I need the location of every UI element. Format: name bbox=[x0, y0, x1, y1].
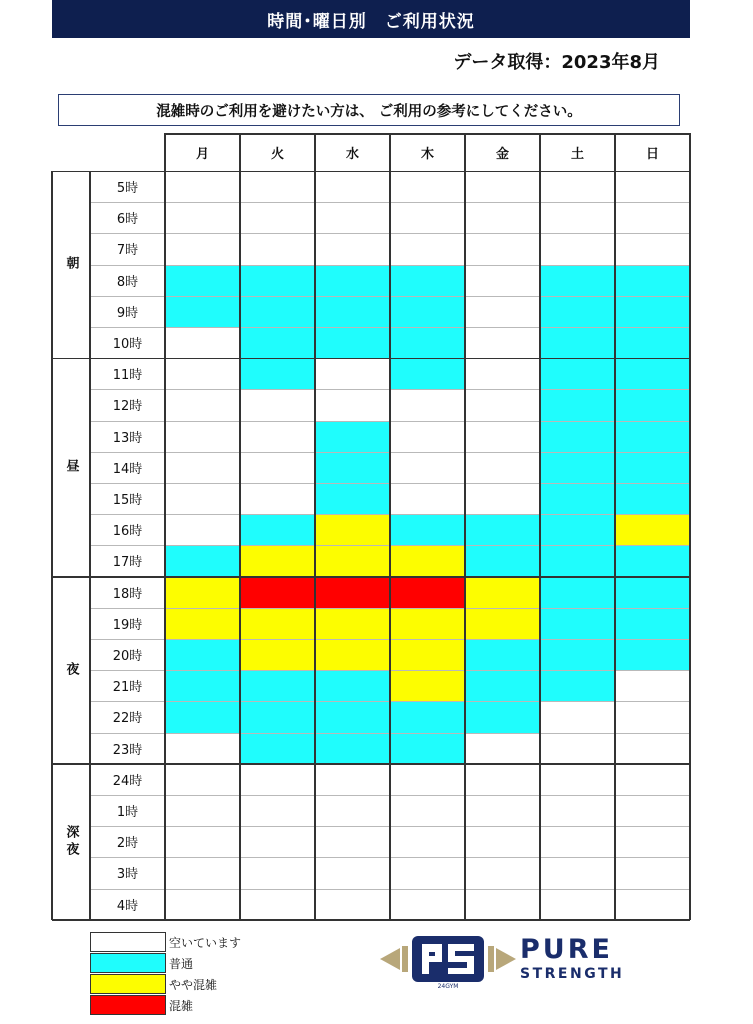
timetable-cell bbox=[390, 233, 465, 264]
timetable-cell bbox=[240, 670, 315, 701]
section-divider bbox=[52, 919, 690, 921]
timetable-cell bbox=[165, 265, 240, 296]
timetable-cell bbox=[240, 577, 315, 608]
timetable-cell bbox=[540, 265, 615, 296]
timetable-cell bbox=[465, 764, 540, 795]
column-divider bbox=[164, 133, 166, 920]
timetable-cell bbox=[540, 889, 615, 920]
timetable-cell bbox=[315, 202, 390, 233]
timetable-cell bbox=[465, 296, 540, 327]
timetable-cell bbox=[390, 389, 465, 420]
timetable-cell bbox=[615, 795, 690, 826]
timetable-cell bbox=[540, 857, 615, 888]
timetable-cell bbox=[390, 889, 465, 920]
hour-label: 15時 bbox=[112, 493, 143, 509]
timetable-cell bbox=[390, 296, 465, 327]
timetable-cell bbox=[540, 421, 615, 452]
timetable-cell bbox=[615, 327, 690, 358]
hour-label: 3時 bbox=[116, 867, 139, 883]
timetable-cell bbox=[465, 171, 540, 202]
timetable-cell bbox=[615, 577, 690, 608]
timetable-cell bbox=[165, 514, 240, 545]
timetable-cell bbox=[165, 202, 240, 233]
timetable-cell bbox=[615, 608, 690, 639]
timetable-cell bbox=[240, 265, 315, 296]
timetable-cell bbox=[465, 327, 540, 358]
timetable-cell bbox=[540, 358, 615, 389]
timetable-cell bbox=[240, 389, 315, 420]
timetable-cell bbox=[615, 889, 690, 920]
hour-label: 12時 bbox=[112, 399, 143, 415]
legend-item bbox=[90, 932, 241, 952]
timetable-cell bbox=[315, 233, 390, 264]
timetable-cell bbox=[315, 171, 390, 202]
timetable-cell bbox=[390, 857, 465, 888]
period-label: 深夜 bbox=[63, 824, 79, 859]
timetable-cell bbox=[540, 202, 615, 233]
day-header: 水 bbox=[345, 147, 359, 162]
day-header: 日 bbox=[645, 147, 659, 162]
timetable-cell bbox=[615, 826, 690, 857]
timetable-cell bbox=[165, 389, 240, 420]
timetable-cell bbox=[165, 670, 240, 701]
timetable-cell bbox=[240, 545, 315, 576]
timetable-cell bbox=[615, 171, 690, 202]
timetable-cell bbox=[615, 483, 690, 514]
timetable-cell bbox=[465, 826, 540, 857]
timetable-cell bbox=[615, 764, 690, 795]
section-divider bbox=[52, 358, 690, 360]
timetable-cell bbox=[390, 795, 465, 826]
timetable-cell bbox=[540, 452, 615, 483]
timetable-cell bbox=[240, 639, 315, 670]
timetable-cell bbox=[465, 483, 540, 514]
timetable-cell bbox=[540, 514, 615, 545]
timetable-cell bbox=[315, 857, 390, 888]
timetable-cell bbox=[465, 577, 540, 608]
ps-logo-mark-icon bbox=[378, 928, 518, 990]
hour-label: 13時 bbox=[112, 430, 143, 446]
timetable-cell bbox=[165, 421, 240, 452]
timetable-cell bbox=[165, 889, 240, 920]
timetable-cell bbox=[240, 327, 315, 358]
hour-label: 5時 bbox=[116, 181, 139, 197]
hour-label: 11時 bbox=[112, 368, 143, 384]
legend-label: 空いています bbox=[169, 935, 242, 950]
timetable-cell bbox=[540, 545, 615, 576]
timetable-cell bbox=[165, 577, 240, 608]
timetable-cell bbox=[240, 795, 315, 826]
legend-swatch bbox=[90, 995, 166, 1015]
timetable-cell bbox=[615, 452, 690, 483]
hour-label: 21時 bbox=[112, 680, 143, 696]
timetable-cell bbox=[240, 202, 315, 233]
timetable-cell bbox=[240, 296, 315, 327]
column-divider bbox=[464, 133, 466, 920]
column-divider bbox=[51, 171, 53, 920]
timetable-cell bbox=[315, 733, 390, 764]
hour-label: 10時 bbox=[112, 337, 143, 353]
timetable-cell bbox=[615, 202, 690, 233]
timetable-cell bbox=[315, 639, 390, 670]
legend-swatch bbox=[90, 953, 166, 973]
timetable-cell bbox=[315, 421, 390, 452]
hour-label: 17時 bbox=[112, 555, 143, 571]
timetable-cell bbox=[240, 889, 315, 920]
timetable-cell bbox=[165, 795, 240, 826]
section-divider bbox=[52, 171, 690, 173]
timetable-cell bbox=[390, 608, 465, 639]
timetable-cell bbox=[615, 265, 690, 296]
timetable-cell bbox=[390, 452, 465, 483]
timetable-cell bbox=[540, 389, 615, 420]
timetable-cell bbox=[465, 701, 540, 732]
timetable-cell bbox=[315, 389, 390, 420]
timetable-cell bbox=[540, 795, 615, 826]
hour-label: 18時 bbox=[112, 586, 143, 602]
timetable-cell bbox=[390, 733, 465, 764]
legend-label: 混雑 bbox=[169, 998, 194, 1013]
column-divider bbox=[614, 133, 616, 920]
timetable-cell bbox=[615, 545, 690, 576]
timetable-cell bbox=[240, 358, 315, 389]
timetable-cell bbox=[315, 452, 390, 483]
timetable-cell bbox=[540, 701, 615, 732]
hour-label: 20時 bbox=[112, 649, 143, 665]
timetable-cell bbox=[315, 670, 390, 701]
legend-item bbox=[90, 974, 217, 994]
hour-label: 19時 bbox=[112, 617, 143, 633]
timetable-cell bbox=[240, 608, 315, 639]
timetable-cell bbox=[540, 826, 615, 857]
timetable-cell bbox=[465, 733, 540, 764]
hour-label: 16時 bbox=[112, 524, 143, 540]
timetable-cell bbox=[315, 514, 390, 545]
timetable-cell bbox=[540, 733, 615, 764]
legend-label: やや混雑 bbox=[169, 977, 218, 992]
timetable-cell bbox=[390, 826, 465, 857]
pure-strength-logo bbox=[378, 928, 658, 990]
hour-label: 7時 bbox=[116, 243, 139, 259]
column-divider bbox=[539, 133, 541, 920]
timetable-cell bbox=[315, 826, 390, 857]
timetable-cell bbox=[165, 545, 240, 576]
legend-item bbox=[90, 953, 193, 973]
day-header: 金 bbox=[495, 147, 509, 162]
timetable-cell bbox=[540, 483, 615, 514]
logo-text-strength: STRENGTH bbox=[520, 966, 625, 982]
timetable-cell bbox=[240, 421, 315, 452]
timetable-cell bbox=[240, 514, 315, 545]
timetable-cell bbox=[465, 421, 540, 452]
day-header: 木 bbox=[420, 147, 434, 162]
timetable-cell bbox=[165, 764, 240, 795]
timetable-cell bbox=[240, 826, 315, 857]
timetable-cell bbox=[465, 202, 540, 233]
timetable-cell bbox=[615, 514, 690, 545]
timetable-cell bbox=[390, 358, 465, 389]
period-label: 朝 bbox=[63, 256, 79, 274]
timetable-cell bbox=[540, 577, 615, 608]
timetable-cell bbox=[465, 889, 540, 920]
column-divider bbox=[689, 133, 691, 920]
data-date-label: データ取得：2023年8月 bbox=[453, 52, 660, 73]
timetable-cell bbox=[615, 639, 690, 670]
timetable-cell bbox=[165, 171, 240, 202]
timetable-cell bbox=[465, 639, 540, 670]
timetable-cell bbox=[540, 296, 615, 327]
timetable-cell bbox=[165, 296, 240, 327]
hour-label: 24時 bbox=[112, 773, 143, 789]
timetable-cell bbox=[240, 733, 315, 764]
timetable-cell bbox=[240, 701, 315, 732]
timetable-cell bbox=[615, 733, 690, 764]
timetable-cell bbox=[315, 795, 390, 826]
timetable-cell bbox=[465, 358, 540, 389]
hour-label: 23時 bbox=[112, 742, 143, 758]
timetable-cell bbox=[465, 857, 540, 888]
timetable-cell bbox=[390, 421, 465, 452]
timetable-cell bbox=[315, 358, 390, 389]
timetable-cell bbox=[615, 857, 690, 888]
timetable-cell bbox=[165, 233, 240, 264]
column-divider bbox=[314, 133, 316, 920]
timetable-cell bbox=[315, 608, 390, 639]
timetable-cell bbox=[315, 889, 390, 920]
timetable-cell bbox=[315, 701, 390, 732]
legend-label: 普通 bbox=[169, 956, 194, 971]
timetable-cell bbox=[390, 670, 465, 701]
timetable-cell bbox=[390, 171, 465, 202]
timetable-cell bbox=[240, 171, 315, 202]
notice-box: 混雑時のご利用を避けたい方は、 ご利用の参考にしてください。 bbox=[58, 94, 680, 126]
timetable-cell bbox=[315, 327, 390, 358]
timetable-cell bbox=[465, 545, 540, 576]
timetable-cell bbox=[390, 639, 465, 670]
timetable-cell bbox=[615, 296, 690, 327]
timetable-cell bbox=[390, 265, 465, 296]
timetable-cell bbox=[240, 233, 315, 264]
day-header: 月 bbox=[195, 147, 209, 162]
timetable-cell bbox=[615, 421, 690, 452]
timetable-cell bbox=[615, 670, 690, 701]
hour-label: 1時 bbox=[116, 805, 139, 821]
timetable-cell bbox=[165, 701, 240, 732]
timetable-cell bbox=[390, 701, 465, 732]
timetable-cell bbox=[540, 171, 615, 202]
period-label: 夜 bbox=[63, 661, 79, 679]
timetable-cell bbox=[390, 327, 465, 358]
timetable-cell bbox=[165, 826, 240, 857]
timetable-cell bbox=[390, 545, 465, 576]
timetable-cell bbox=[315, 296, 390, 327]
period-label: 昼 bbox=[63, 458, 79, 476]
timetable-cell bbox=[165, 452, 240, 483]
timetable-cell bbox=[615, 701, 690, 732]
timetable-cell bbox=[465, 233, 540, 264]
hour-label: 8時 bbox=[116, 274, 139, 290]
timetable-cell bbox=[615, 358, 690, 389]
timetable-cell bbox=[540, 327, 615, 358]
timetable-cell bbox=[465, 265, 540, 296]
section-divider bbox=[52, 763, 690, 765]
timetable-cell bbox=[165, 327, 240, 358]
timetable-cell bbox=[315, 764, 390, 795]
hour-label: 4時 bbox=[116, 898, 139, 914]
timetable-cell bbox=[390, 764, 465, 795]
timetable-cell bbox=[165, 733, 240, 764]
timetable-cell bbox=[315, 265, 390, 296]
hour-label: 14時 bbox=[112, 461, 143, 477]
timetable-cell bbox=[540, 670, 615, 701]
timetable-cell bbox=[465, 608, 540, 639]
timetable-cell bbox=[240, 483, 315, 514]
timetable-cell bbox=[240, 764, 315, 795]
timetable-cell bbox=[390, 577, 465, 608]
timetable-cell bbox=[315, 545, 390, 576]
day-header: 火 bbox=[270, 147, 284, 162]
timetable-cell bbox=[540, 764, 615, 795]
timetable-cell bbox=[465, 389, 540, 420]
timetable-cell bbox=[465, 795, 540, 826]
hour-label: 6時 bbox=[116, 212, 139, 228]
timetable-cell bbox=[465, 670, 540, 701]
hour-label: 9時 bbox=[116, 305, 139, 321]
column-divider bbox=[389, 133, 391, 920]
timetable-cell bbox=[540, 608, 615, 639]
timetable-cell bbox=[240, 452, 315, 483]
timetable-cell bbox=[615, 389, 690, 420]
timetable-cell bbox=[165, 639, 240, 670]
timetable-cell bbox=[165, 608, 240, 639]
day-header: 土 bbox=[570, 147, 584, 162]
legend-swatch bbox=[90, 974, 166, 994]
timetable-cell bbox=[615, 233, 690, 264]
timetable-cell bbox=[390, 202, 465, 233]
page-title: 時間･曜日別 ご利用状況 bbox=[52, 0, 690, 38]
svg-text:24GYM: 24GYM bbox=[437, 983, 459, 990]
timetable-cell bbox=[240, 857, 315, 888]
column-divider bbox=[239, 133, 241, 920]
timetable-cell bbox=[315, 483, 390, 514]
timetable-cell bbox=[465, 514, 540, 545]
logo-text-pure: PURE bbox=[520, 934, 613, 965]
header-top-border bbox=[165, 133, 690, 135]
column-divider bbox=[89, 171, 91, 920]
legend-item bbox=[90, 995, 193, 1015]
timetable-cell bbox=[165, 483, 240, 514]
section-divider bbox=[52, 576, 690, 578]
hour-label: 22時 bbox=[112, 711, 143, 727]
timetable-cell bbox=[540, 639, 615, 670]
timetable-cell bbox=[390, 514, 465, 545]
legend-swatch bbox=[90, 932, 166, 952]
timetable-cell bbox=[315, 577, 390, 608]
timetable-cell bbox=[390, 483, 465, 514]
timetable-cell bbox=[165, 358, 240, 389]
timetable-cell bbox=[465, 452, 540, 483]
timetable-cell bbox=[540, 233, 615, 264]
timetable-cell bbox=[165, 857, 240, 888]
hour-label: 2時 bbox=[116, 836, 139, 852]
